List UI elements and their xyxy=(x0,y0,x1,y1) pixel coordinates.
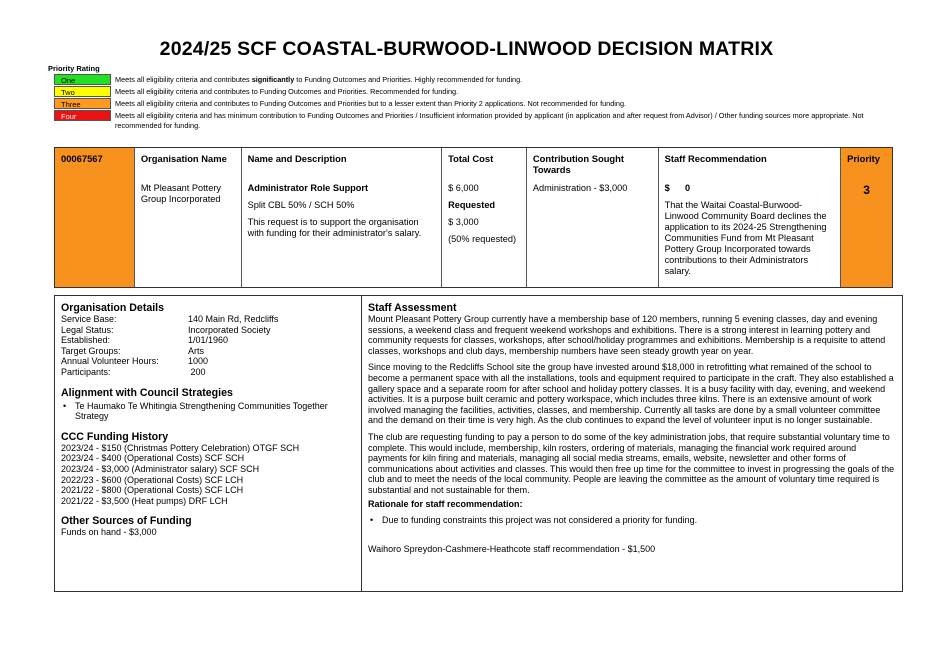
legend-row-one xyxy=(54,74,874,86)
staff-recommendation-cell xyxy=(659,148,842,287)
legend-text-four: Meets all eligibility criteria and has minimum contribution to Funding Outcomes and Priorities / Insufficient information provided by applicant (in application and after request from Advisor) / Other funding sources more appropriate. Not recommended for funding. xyxy=(115,111,864,130)
legend-row-two xyxy=(54,86,874,98)
contribution-cell xyxy=(527,148,659,287)
name-description-cell xyxy=(242,148,443,287)
legend-text-three: Meets all eligibility criteria and contributes to Funding Outcomes and Priorities but to a lesser extent than Priority 2 applications. Not recommended for funding. xyxy=(115,99,627,108)
funding-history-item: 2023/24 - $400 (Operational Costs) SCF SCH xyxy=(61,453,245,464)
detail-row: Service Base: 140 Main Rd, Redcliffs xyxy=(61,314,279,324)
other-sources-text: Funds on hand - $3,000 xyxy=(61,527,157,538)
funding-history-item: 2023/24 - $150 (Christmas Pottery Celebration) OTGF SCH xyxy=(61,442,300,453)
legend-row-three xyxy=(54,98,874,110)
legend-swatch-two: Two xyxy=(54,86,111,97)
organisation-name: Mt Pleasant Pottery Group Incorporated xyxy=(140,183,221,204)
details-panel xyxy=(54,295,903,592)
detail-row: Established: 1/01/1960 xyxy=(61,335,229,346)
rationale-heading: Rationale for staff recommendation: xyxy=(368,498,523,509)
funding-history-item: 2021/22 - $3,500 (Heat pumps) DRF LCH xyxy=(61,495,228,506)
total-cost-value: $ 6,000 xyxy=(448,183,479,193)
detail-row: Participants: 200 xyxy=(61,366,206,377)
organisation-cell xyxy=(135,148,242,287)
total-cost-header: Total Cost xyxy=(448,153,494,164)
application-summary-table xyxy=(54,147,893,288)
contribution-value: Administration - $3,000 xyxy=(532,183,628,193)
staff-recommendation-text: That the Waitai Coastal-Burwood-Linwood Community Board declines the application to its 2024-25 Strengthening Communities Fund from Mt Pleasant Pottery Group Incorporated towards contributions to their Administrators salary. xyxy=(664,200,827,276)
alignment-item: • Te Haumako Te Whitingia Strengthening Communities Together Strategy xyxy=(63,400,328,422)
priority-header: Priority xyxy=(847,153,880,164)
funding-history-item: 2023/24 - $3,000 (Administrator salary) SCF SCH xyxy=(61,463,260,474)
total-cost-cell xyxy=(442,148,527,287)
alignment-heading: Alignment with Council Strategies xyxy=(61,386,233,399)
contribution-header: Contribution Sought Towards xyxy=(532,153,625,175)
requested-label: Requested xyxy=(448,200,496,210)
organisation-details-panel xyxy=(55,296,362,591)
staff-assessment-panel xyxy=(362,296,902,591)
funding-history-item: 2021/22 - $800 (Operational Costs) SCF LCH xyxy=(61,485,244,496)
name-description-header: Name and Description xyxy=(247,153,347,164)
priority-cell xyxy=(841,148,892,287)
staff-recommendation-header: Staff Recommendation xyxy=(664,153,767,164)
application-id-cell xyxy=(55,148,135,287)
assessment-paragraph: Since moving to the Redcliffs School site the group have invested around $18,000 in retrofitting what remained of the school to become a permanent space with all the installations, tools and equipment required to participate in the craft. They also established a gallery space and a separate room for after school and holiday pottery classes. It is a busy facility with day, evening, and weekend activities. It is a purpose built ceramic and pottery workspace, which includes three kilns. There is an extensive amount of work involved managing the facilities, activities, classes, and membership. Currently all tasks are done by a small volunteer committee and the demand on their time is very high. As the club continues to expand the level of volunteer input is no longer sustainable. xyxy=(368,362,894,426)
legend-row-four xyxy=(54,110,874,130)
funding-history-heading: CCC Funding History xyxy=(61,430,169,443)
legend-swatch-four: Four xyxy=(54,110,111,121)
requested-percent: (50% requested) xyxy=(448,234,517,244)
assessment-paragraph: Mount Pleasant Pottery Group currently have a membership base of 120 members, running 5 evening classes, day and evening sessions, a weekend class and frequent weekend workshops and exhibitions. There is a strong interest in learning pottery and community requests for classes, workshops, after school/holiday programmes and exhibitions. Membership is a requisite to attend classes, workshops and club days, membership numbers have seen steady growth year on year. xyxy=(368,314,886,356)
project-split: Split CBL 50% / SCH 50% xyxy=(247,200,355,210)
other-sources-heading: Other Sources of Funding xyxy=(61,515,192,528)
legend-swatch-three: Three xyxy=(54,98,111,109)
priority-value: 3 xyxy=(863,183,870,197)
detail-row: Annual Volunteer Hours: 1000 xyxy=(61,356,209,367)
application-id: 00067567 xyxy=(61,153,103,164)
assessment-paragraph: The club are requesting funding to pay a person to do some of the key administration jobs, that require substantial voluntary time to complete. This would include, membership, kiln rosters, ordering of materials, managing the financial work required around payments for kiln firing and materials, managing all social media streams, emails, website, newsletter and other forms of communications about activities and classes. This would then free up time for the committee to invest in progressing the goals of the club and to meet the needs of the local community. People are leaving the committee as the amount of voluntary time required is substantial and not sustainable for them. xyxy=(368,431,895,495)
legend-text-two: Meets all eligibility criteria and contributes to Funding Outcomes and Priorities. Recommended for funding. xyxy=(115,87,459,96)
requested-amount: $ 3,000 xyxy=(448,217,479,227)
project-description: This request is to support the organisation with funding for their administrator's salary. xyxy=(247,217,422,238)
staff-recommendation-amount: $ 0 xyxy=(664,183,691,193)
organisation-header: Organisation Name xyxy=(140,153,227,164)
legend-text-one: Meets all eligibility criteria and contributes significantly to Funding Outcomes and Priorities. Highly recommended for funding. xyxy=(115,75,523,84)
staff-assessment-heading: Staff Assessment xyxy=(368,302,457,314)
organisation-details-heading: Organisation Details xyxy=(61,302,165,314)
page-title: 2024/25 SCF COASTAL-BURWOOD-LINWOOD DECISION MATRIX xyxy=(159,38,774,60)
assessment-footer: Waihoro Spreydon-Cashmere-Heathcote staff recommendation - $1,500 xyxy=(368,543,656,554)
detail-row: Target Groups: Arts xyxy=(61,345,205,356)
legend-swatch-one: One xyxy=(54,74,111,85)
priority-rating-label: Priority Rating xyxy=(48,64,100,73)
priority-legend xyxy=(54,74,874,130)
detail-row: Legal Status: Incorporated Society xyxy=(61,324,271,335)
project-title: Administrator Role Support xyxy=(247,183,369,193)
rationale-item: • Due to funding constraints this project was not considered a priority for funding. xyxy=(370,515,698,526)
funding-history-item: 2022/23 - $600 (Operational Costs) SCF LCH xyxy=(61,474,244,485)
